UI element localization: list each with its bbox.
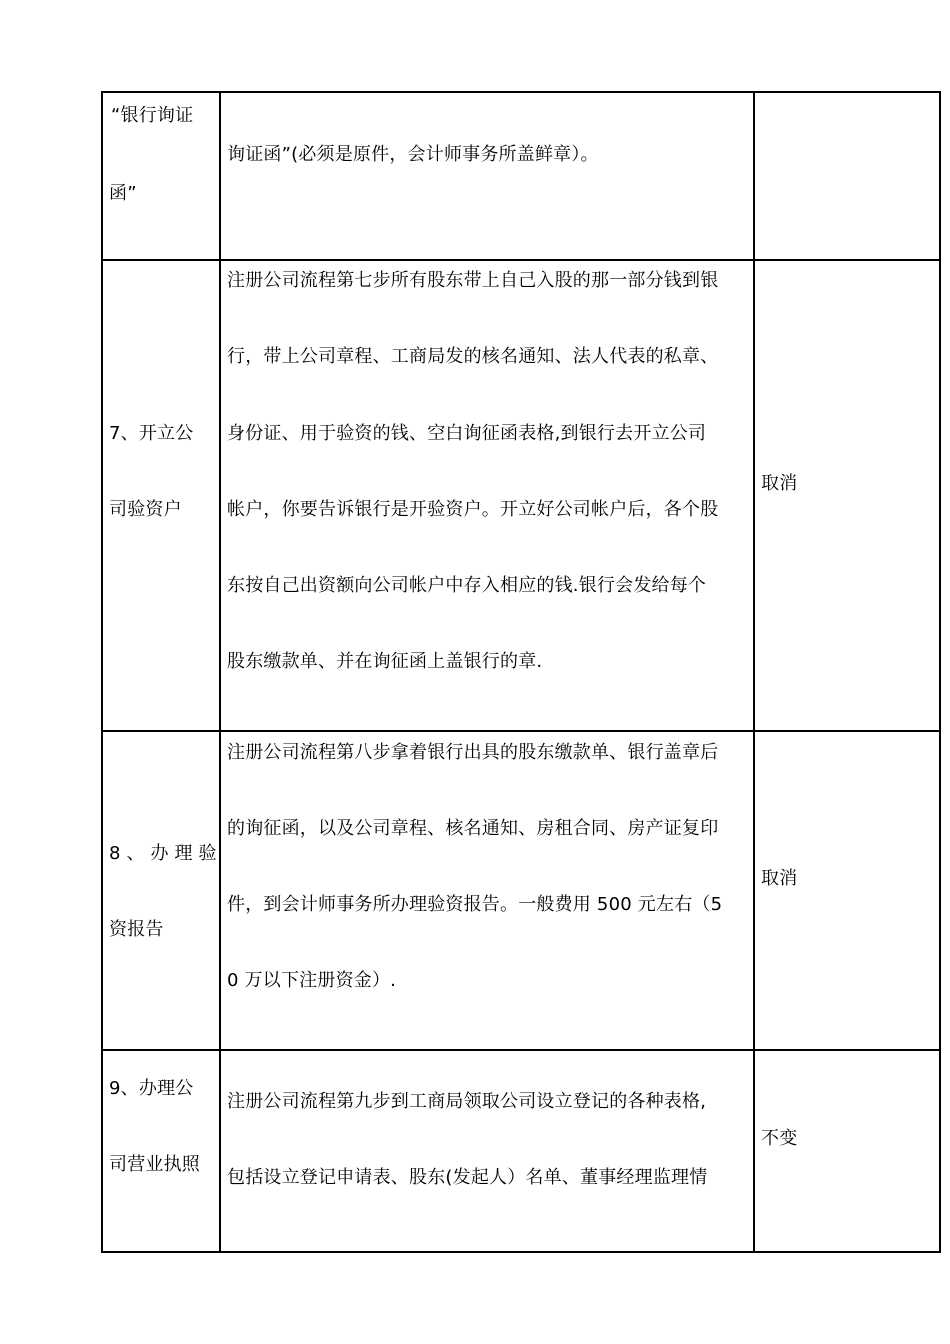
description-text: 东按自己出资额向公司帐户中存入相应的钱.银行会发给每个 — [227, 575, 707, 596]
step-text: 7、开立公 — [109, 423, 194, 444]
step-cell — [103, 1051, 221, 1251]
step-cell — [103, 732, 221, 1049]
table-row — [101, 91, 941, 259]
table-row — [101, 1049, 941, 1253]
step-text: 资报告 — [109, 919, 164, 940]
description-text: 的询征函，以及公司章程、核名通知、房租合同、房产证复印 — [227, 818, 719, 839]
description-text: 股东缴款单、并在询征函上盖银行的章. — [227, 651, 543, 672]
description-cell — [221, 93, 755, 259]
step-cell — [103, 261, 221, 730]
description-text: 注册公司流程第七步所有股东带上自己入股的那一部分钱到银 — [227, 270, 719, 291]
description-text: 0 万以下注册资金）. — [227, 970, 397, 991]
step-text: 8、办理验 — [109, 843, 223, 864]
table-row — [101, 730, 941, 1049]
step-text: “银行询证 — [111, 105, 194, 126]
status-text: 不变 — [761, 1128, 798, 1149]
status-text: 取消 — [761, 868, 798, 889]
status-cell — [755, 261, 941, 730]
description-cell — [221, 1051, 755, 1251]
description-cell — [221, 261, 755, 730]
status-text: 取消 — [761, 473, 798, 494]
status-cell — [755, 1051, 941, 1251]
step-text: 司营业执照 — [109, 1154, 200, 1175]
registration-steps-table — [101, 91, 941, 1253]
description-text: 包括设立登记申请表、股东(发起人）名单、董事经理监理情 — [227, 1167, 708, 1188]
step-text: 函” — [109, 183, 137, 204]
status-cell — [755, 93, 941, 259]
step-text: 9、办理公 — [109, 1078, 194, 1099]
description-text: 行，带上公司章程、工商局发的核名通知、法人代表的私章、 — [227, 346, 719, 367]
description-text: 身份证、用于验资的钱、空白询征函表格,到银行去开立公司 — [227, 423, 707, 444]
description-text: 注册公司流程第八步拿着银行出具的股东缴款单、银行盖章后 — [227, 742, 719, 763]
status-cell — [755, 732, 941, 1049]
description-cell — [221, 732, 755, 1049]
description-text: 注册公司流程第九步到工商局领取公司设立登记的各种表格, — [227, 1091, 707, 1112]
description-text: 帐户，你要告诉银行是开验资户。开立好公司帐户后，各个股 — [227, 499, 719, 520]
step-text: 司验资户 — [109, 499, 182, 520]
description-text: 询证函”(必须是原件，会计师事务所盖鲜章）。 — [227, 144, 599, 165]
description-text: 件，到会计师事务所办理验资报告。一般费用 500 元左右（5 — [227, 894, 723, 915]
step-cell — [103, 93, 221, 259]
table-row — [101, 259, 941, 730]
